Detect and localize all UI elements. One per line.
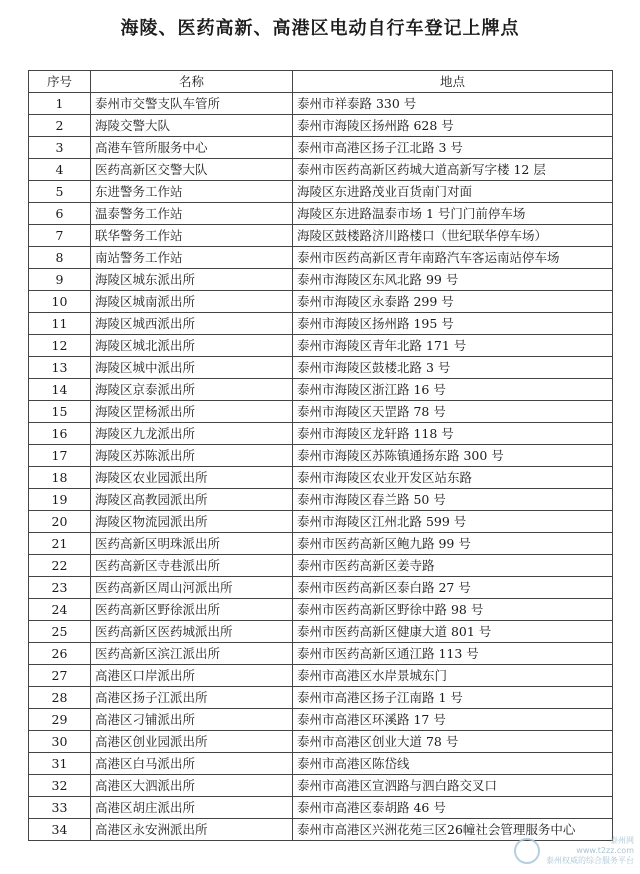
row-number: 24 [29,599,91,621]
row-name: 高港区胡庄派出所 [91,797,293,819]
row-location: 泰州市医药高新区药城大道高新写字楼 12 层 [293,159,613,181]
row-location: 泰州市医药高新区通江路 113 号 [293,643,613,665]
row-name: 海陵区物流园派出所 [91,511,293,533]
row-location: 泰州市海陵区天罡路 78 号 [293,401,613,423]
row-location: 泰州市高港区陈岱线 [293,753,613,775]
row-number: 30 [29,731,91,753]
row-name: 高港区创业园派出所 [91,731,293,753]
table-row [29,687,613,709]
row-name: 高港区口岸派出所 [91,665,293,687]
row-number: 34 [29,819,91,841]
table-row [29,709,613,731]
row-number: 15 [29,401,91,423]
table-row [29,181,613,203]
row-location: 泰州市高港区环溪路 17 号 [293,709,613,731]
table-row [29,159,613,181]
table-row [29,511,613,533]
table-row [29,291,613,313]
row-location: 泰州市医药高新区健康大道 801 号 [293,621,613,643]
row-name: 高港区刁铺派出所 [91,709,293,731]
site-logo-icon [514,838,540,864]
row-name: 海陵区农业园派出所 [91,467,293,489]
table-row [29,731,613,753]
table-row [29,445,613,467]
table-row [29,467,613,489]
row-name: 高港区白马派出所 [91,753,293,775]
row-name: 高港区扬子江派出所 [91,687,293,709]
row-number: 25 [29,621,91,643]
registration-points-table [28,70,613,841]
row-number: 3 [29,137,91,159]
row-location: 海陵区东进路茂业百货南门对面 [293,181,613,203]
row-location: 泰州市祥泰路 330 号 [293,93,613,115]
table-row [29,797,613,819]
header-name: 名称 [91,71,293,93]
row-number: 4 [29,159,91,181]
document-title: 海陵、医药高新、高港区电动自行车登记上牌点 [120,18,520,39]
row-name: 海陵区高教园派出所 [91,489,293,511]
row-location: 泰州市高港区扬子江南路 1 号 [293,687,613,709]
row-name: 医药高新区周山河派出所 [91,577,293,599]
row-number: 23 [29,577,91,599]
row-location: 泰州市海陵区春兰路 50 号 [293,489,613,511]
watermark [514,836,634,866]
table-row [29,775,613,797]
table-row [29,643,613,665]
row-number: 28 [29,687,91,709]
row-location: 泰州市高港区扬子江北路 3 号 [293,137,613,159]
row-name: 海陵区九龙派出所 [91,423,293,445]
table-row [29,753,613,775]
row-name: 海陵区城西派出所 [91,313,293,335]
table-row [29,599,613,621]
row-number: 13 [29,357,91,379]
table-row [29,489,613,511]
row-number: 5 [29,181,91,203]
row-location: 泰州市医药高新区泰白路 27 号 [293,577,613,599]
table-row [29,577,613,599]
row-number: 12 [29,335,91,357]
row-number: 27 [29,665,91,687]
table-row [29,555,613,577]
row-location: 泰州市海陵区龙轩路 118 号 [293,423,613,445]
header-location: 地点 [293,71,613,93]
row-name: 海陵区城南派出所 [91,291,293,313]
row-number: 21 [29,533,91,555]
table-row [29,137,613,159]
table-row [29,379,613,401]
row-number: 9 [29,269,91,291]
row-name: 海陵区京泰派出所 [91,379,293,401]
row-name: 海陵区罡杨派出所 [91,401,293,423]
row-location: 泰州市海陵区永泰路 299 号 [293,291,613,313]
row-name: 海陵区城东派出所 [91,269,293,291]
row-number: 31 [29,753,91,775]
row-location: 泰州市高港区泰胡路 46 号 [293,797,613,819]
row-location: 泰州市海陵区苏陈镇通扬东路 300 号 [293,445,613,467]
row-location: 泰州市海陵区扬州路 628 号 [293,115,613,137]
row-name: 医药高新区交警大队 [91,159,293,181]
row-number: 22 [29,555,91,577]
row-location: 泰州市海陵区东风北路 99 号 [293,269,613,291]
row-number: 20 [29,511,91,533]
row-location: 海陵区东进路温泰市场 1 号门门前停车场 [293,203,613,225]
row-name: 海陵交警大队 [91,115,293,137]
row-location: 泰州市高港区宣泗路与泗白路交叉口 [293,775,613,797]
watermark-slogan: 泰州权威的综合服务平台 [546,856,634,865]
row-number: 14 [29,379,91,401]
row-number: 32 [29,775,91,797]
row-number: 29 [29,709,91,731]
row-number: 6 [29,203,91,225]
row-location: 泰州市医药高新区姜寺路 [293,555,613,577]
row-location: 泰州市海陵区浙江路 16 号 [293,379,613,401]
row-name: 医药高新区野徐派出所 [91,599,293,621]
row-number: 7 [29,225,91,247]
row-number: 8 [29,247,91,269]
table-row [29,93,613,115]
row-number: 19 [29,489,91,511]
row-location: 泰州市高港区创业大道 78 号 [293,731,613,753]
row-location: 泰州市海陵区鼓楼北路 3 号 [293,357,613,379]
row-name: 泰州市交警支队车管所 [91,93,293,115]
table-row [29,401,613,423]
row-location: 泰州市海陵区扬州路 195 号 [293,313,613,335]
table-row [29,533,613,555]
row-number: 10 [29,291,91,313]
table-row [29,225,613,247]
table-row [29,203,613,225]
watermark-url: www.t2zz.com [576,846,634,855]
table-row [29,423,613,445]
row-name: 海陵区城北派出所 [91,335,293,357]
row-location: 海陵区鼓楼路济川路楼口（世纪联华停车场） [293,225,613,247]
row-name: 温泰警务工作站 [91,203,293,225]
table-row [29,665,613,687]
row-name: 医药高新区医药城派出所 [91,621,293,643]
row-name: 医药高新区滨江派出所 [91,643,293,665]
table-row [29,313,613,335]
row-location: 泰州市医药高新区野徐中路 98 号 [293,599,613,621]
row-location: 泰州市海陵区江州北路 599 号 [293,511,613,533]
row-name: 海陵区城中派出所 [91,357,293,379]
row-name: 高港区永安洲派出所 [91,819,293,841]
row-location: 泰州市医药高新区鲍九路 99 号 [293,533,613,555]
row-location: 泰州市海陵区青年北路 171 号 [293,335,613,357]
row-name: 联华警务工作站 [91,225,293,247]
row-name: 高港区大泗派出所 [91,775,293,797]
row-name: 南站警务工作站 [91,247,293,269]
table-row [29,335,613,357]
row-location: 泰州市医药高新区青年南路汽车客运南站停车场 [293,247,613,269]
row-location: 泰州市高港区兴洲花苑三区26幢社会管理服务中心 [293,819,613,841]
row-name: 医药高新区寺巷派出所 [91,555,293,577]
table-row [29,247,613,269]
table-row [29,269,613,291]
header-number: 序号 [29,71,91,93]
row-number: 33 [29,797,91,819]
row-number: 11 [29,313,91,335]
table-row [29,621,613,643]
row-name: 海陵区苏陈派出所 [91,445,293,467]
row-location: 泰州市海陵区农业开发区站东路 [293,467,613,489]
row-location: 泰州市高港区水岸景城东门 [293,665,613,687]
table-header-row [29,71,613,93]
row-number: 18 [29,467,91,489]
row-number: 26 [29,643,91,665]
row-name: 高港车管所服务中心 [91,137,293,159]
table-row [29,115,613,137]
row-number: 2 [29,115,91,137]
table-row [29,357,613,379]
row-number: 16 [29,423,91,445]
watermark-site-name: 泰州网 [610,836,634,845]
row-number: 1 [29,93,91,115]
row-number: 17 [29,445,91,467]
row-name: 东进警务工作站 [91,181,293,203]
row-name: 医药高新区明珠派出所 [91,533,293,555]
